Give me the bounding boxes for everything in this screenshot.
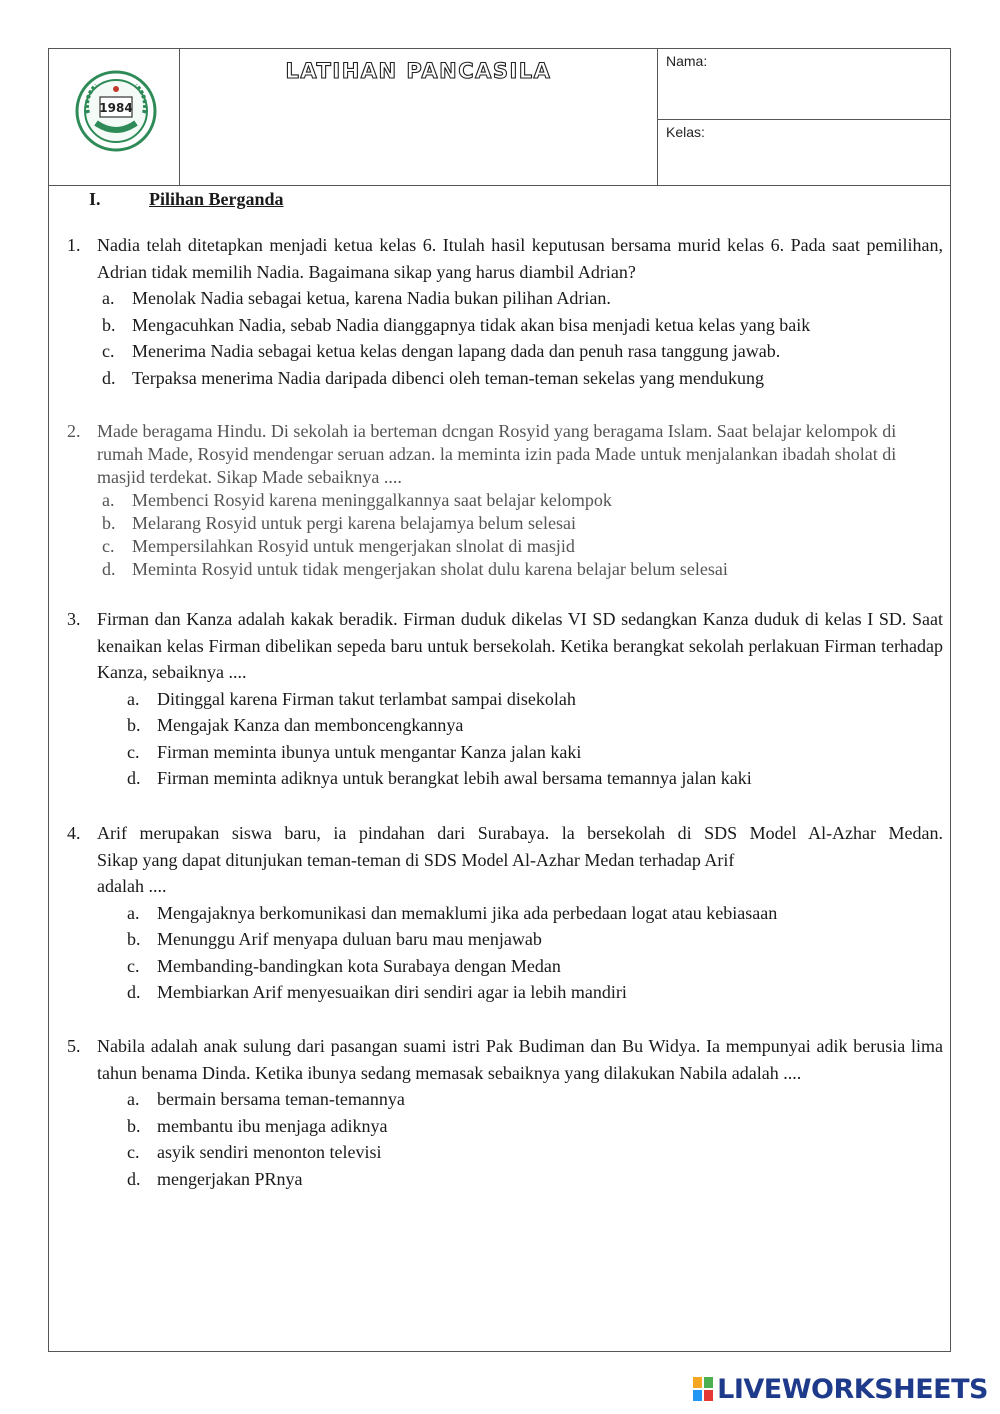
option-letter: c. (127, 1142, 140, 1162)
option-a[interactable] (67, 285, 943, 312)
question-2 (67, 420, 943, 581)
option-b[interactable] (67, 712, 943, 739)
option-letter: b. (102, 513, 116, 533)
brand-name: LIVEWORKSHEETS (717, 1373, 988, 1405)
question-number: 1. (67, 235, 81, 255)
question-line: Sikap yang dapat ditunjukan teman-teman di SDS Model Al-Azhar Medan terhadap Arif (97, 849, 735, 870)
section-heading (89, 189, 284, 210)
option-text: Terpaksa menerima Nadia daripada dibenci oleh teman-teman sekelas yang mendukung (132, 367, 764, 388)
option-letter: d. (102, 367, 116, 388)
option-letter: d. (127, 1168, 141, 1189)
option-text: Firman meminta adiknya untuk berangkat lebih awal bersama temannya jalan kaki (157, 768, 752, 788)
name-field[interactable] (658, 49, 950, 120)
option-b[interactable] (67, 1113, 943, 1140)
worksheet (48, 48, 951, 1352)
option-text: Menerima Nadia sebagai ketua kelas dengan lapang dada dan penuh rasa tanggung jawab. (132, 341, 781, 361)
option-a[interactable] (67, 489, 943, 512)
option-letter: d. (127, 982, 141, 1002)
option-letter: b. (127, 715, 141, 735)
option-text: Melarang Rosyid untuk pergi karena belajamya belum selesai (132, 513, 577, 533)
logo-cell (49, 49, 180, 185)
option-letter: c. (127, 955, 140, 976)
option-a[interactable] (67, 900, 943, 927)
option-letter: b. (102, 314, 116, 335)
option-text: Membiarkan Arif menyesuaikan diri sendiri agar ia lebih mandiri (157, 982, 627, 1002)
option-text: Meminta Rosyid untuk tidak mengerjakan sholat dulu karena belajar belum selesai (132, 559, 728, 579)
option-b[interactable] (67, 312, 943, 339)
question-text: Firman dan Kanza adalah kakak beradik. Firman duduk dikelas VI SD sedangkan Kanza duduk di kelas I SD. Saat kenaikan kelas Firman dibelikan sepeda baru untuk bersekolah. Ketika berangkat sekolah perlakuan Firman terhadap Kanza, sebaiknya .... (97, 609, 943, 682)
question-line: Arif merupakan siswa baru, ia pindahan dari Surabaya. la bersekolah di SDS Model Al-Azhar Medan. (97, 823, 943, 843)
title-cell (180, 49, 658, 185)
option-text: Menunggu Arif menyapa duluan baru mau menjawab (157, 929, 542, 949)
option-a[interactable] (67, 686, 943, 713)
option-d[interactable] (67, 558, 943, 581)
section-title: Pilihan Berganda (149, 189, 284, 209)
option-text: Firman meminta ibunya untuk mengantar Kanza jalan kaki (157, 741, 582, 762)
options-list (67, 686, 943, 792)
question-line: adalah .... (97, 876, 167, 896)
section-number: I. (89, 189, 101, 209)
question-number: 2. (67, 421, 81, 441)
question-4 (67, 820, 943, 1006)
header-table (49, 49, 950, 186)
option-text: bermain bersama teman-temannya (157, 1089, 405, 1109)
question-3 (67, 606, 943, 792)
question-text (97, 820, 943, 900)
option-text: asyik sendiri menonton televisi (157, 1142, 382, 1162)
option-text: Mempersilahkan Rosyid untuk mengerjakan slnolat di masjid (132, 536, 575, 556)
option-letter: c. (127, 741, 140, 762)
school-logo (74, 69, 158, 153)
question-number: 4. (67, 823, 81, 843)
question-number: 3. (67, 609, 81, 629)
option-letter: d. (102, 559, 116, 579)
student-info-cell (658, 49, 950, 185)
option-letter: c. (102, 536, 115, 556)
question-text: Nabila adalah anak sulung dari pasangan suami istri Pak Budiman dan Bu Widya. Ia mempunyai adik berusia lima tahun benama Dinda. Ketika ibunya sedang memasak sebaiknya yang dilakukan Nabila adalah .... (97, 1036, 943, 1083)
liveworksheets-brand[interactable] (692, 1372, 988, 1406)
option-text: Ditinggal karena Firman takut terlambat sampai disekolah (157, 688, 576, 709)
option-letter: a. (102, 288, 115, 308)
option-c[interactable] (67, 535, 943, 558)
option-c[interactable] (67, 953, 943, 980)
options-list (67, 285, 943, 391)
question-text: Nadia telah ditetapkan menjadi ketua kelas 6. Itulah hasil keputusan bersama murid kelas 6. Pada saat pemilihan, Adrian tidak memilih Nadia. Bagaimana sikap yang harus diambil Adrian? (97, 235, 943, 282)
option-text: Membanding-bandingkan kota Surabaya dengan Medan (157, 955, 561, 976)
option-d[interactable] (67, 365, 943, 392)
option-text: Mengajak Kanza dan memboncengkannya (157, 715, 464, 735)
class-field[interactable] (658, 120, 950, 185)
question-text: Made beragama Hindu. Di sekolah ia berteman dcngan Rosyid yang beragama Islam. Saat belajar kelompok di rumah Made, Rosyid mendengar seruan adzan. la meminta izin pada Made untuk menjalankan ibadah sholat di masjid terdekat. Sikap Made sebaiknya .... (97, 421, 897, 487)
liveworksheets-icon (692, 1376, 714, 1402)
option-letter: b. (127, 1115, 141, 1136)
options-list (67, 1086, 943, 1192)
name-label: Nama: (666, 53, 708, 69)
option-b[interactable] (67, 512, 943, 535)
page-title: LATIHAN PANCASILA (285, 59, 552, 83)
option-letter: a. (127, 1089, 140, 1109)
option-c[interactable] (67, 1139, 943, 1166)
option-c[interactable] (67, 739, 943, 766)
option-text: Membenci Rosyid karena meninggalkannya saat belajar kelompok (132, 490, 612, 510)
options-list (67, 900, 943, 1006)
option-letter: c. (102, 341, 115, 361)
option-letter: a. (127, 688, 140, 709)
question-number: 5. (67, 1036, 81, 1056)
option-text: Mengajaknya berkomunikasi dan memaklumi jika ada perbedaan logat atau kebiasaan (157, 902, 778, 923)
logo-year: 1984 (99, 101, 133, 115)
option-a[interactable] (67, 1086, 943, 1113)
option-d[interactable] (67, 979, 943, 1006)
option-b[interactable] (67, 926, 943, 953)
option-text: mengerjakan PRnya (157, 1168, 303, 1189)
option-text: Menolak Nadia sebagai ketua, karena Nadia bukan pilihan Adrian. (132, 288, 611, 308)
option-d[interactable] (67, 1166, 943, 1193)
option-c[interactable] (67, 338, 943, 365)
option-text: membantu ibu menjaga adiknya (157, 1115, 388, 1136)
question-1 (67, 232, 943, 391)
options-list (67, 489, 943, 581)
class-label: Kelas: (666, 124, 705, 140)
option-text: Mengacuhkan Nadia, sebab Nadia dianggapnya tidak akan bisa menjadi ketua kelas yang baik (132, 314, 811, 335)
option-letter: a. (127, 902, 140, 923)
option-letter: d. (127, 768, 141, 788)
option-letter: a. (102, 490, 115, 510)
option-letter: b. (127, 929, 141, 949)
question-5 (67, 1033, 943, 1192)
option-d[interactable] (67, 765, 943, 792)
